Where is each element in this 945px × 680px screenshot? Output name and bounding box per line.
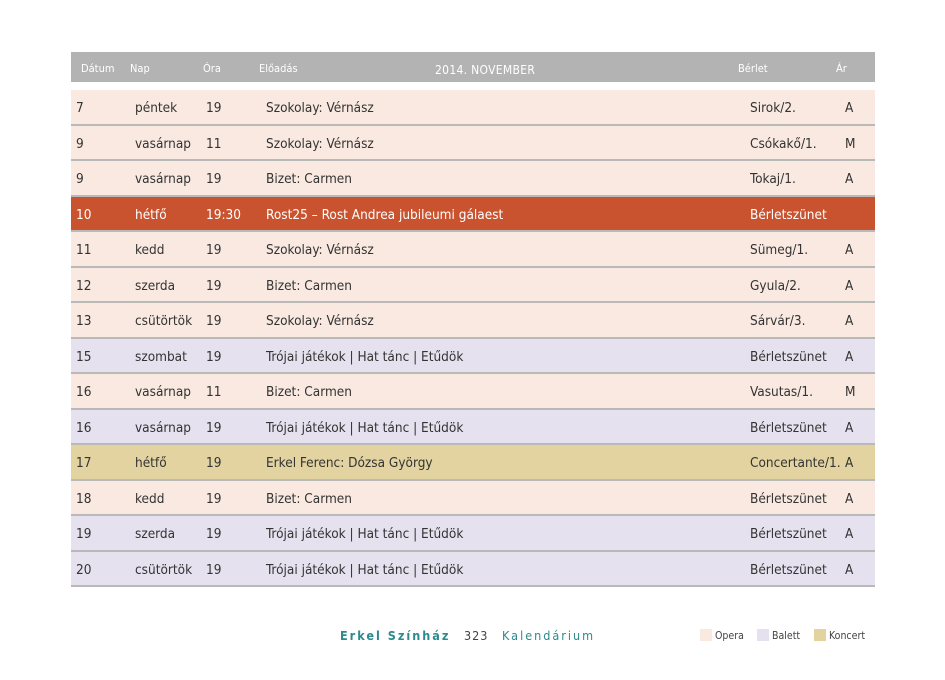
row-day: vasárnap <box>135 419 192 436</box>
row-price: A <box>845 242 854 258</box>
row-time: 19 <box>206 100 222 116</box>
row-day: vasárnap <box>135 171 192 187</box>
row-performance: Trójai játékok | Hat tánc | Etűdök <box>266 561 464 578</box>
row-pass: Tokaj/1. <box>750 171 796 187</box>
row-performance: Trójai játékok | Hat tánc | Etűdök <box>266 419 464 436</box>
row-date: 10 <box>76 206 92 223</box>
row-performance: Trójai játékok | Hat tánc | Etűdök <box>266 348 464 365</box>
row-day: kedd <box>135 490 165 507</box>
table-row <box>71 552 875 588</box>
row-time: 11 <box>206 135 222 152</box>
row-performance: Szokolay: Vérnász <box>266 135 374 152</box>
column-header-time: Óra <box>203 62 221 75</box>
table-row <box>71 339 875 375</box>
page-number: 323 <box>463 628 489 643</box>
schedule-table <box>71 90 875 587</box>
row-pass: Bérletszünet <box>750 490 827 507</box>
row-price: M <box>845 384 856 400</box>
row-price: A <box>845 100 854 116</box>
table-row <box>71 410 875 446</box>
month-title: 2014. NOVEMBER <box>435 63 536 77</box>
row-time: 19:30 <box>206 206 241 223</box>
row-time: 19 <box>206 348 222 365</box>
row-day: vasárnap <box>135 384 192 400</box>
table-row <box>71 268 875 304</box>
row-pass: Sümeg/1. <box>750 242 809 258</box>
row-date: 13 <box>76 313 92 329</box>
row-pass: Bérletszünet <box>750 561 827 578</box>
column-header-price: Ár <box>836 62 847 75</box>
row-day: szerda <box>135 277 176 294</box>
row-day: csütörtök <box>135 313 193 329</box>
column-header-date: Dátum <box>81 62 115 75</box>
legend-balett <box>757 629 800 642</box>
column-header-performance: Előadás <box>259 62 298 75</box>
row-time: 19 <box>206 313 222 329</box>
table-row <box>71 197 875 233</box>
row-day: szombat <box>135 348 187 365</box>
row-time: 19 <box>206 561 222 578</box>
row-date: 16 <box>76 419 92 436</box>
row-date: 15 <box>76 348 92 365</box>
table-row <box>71 90 875 126</box>
row-date: 16 <box>76 384 92 400</box>
row-pass: Concertante/1. <box>750 455 841 471</box>
row-time: 19 <box>206 277 222 294</box>
row-pass: Bérletszünet <box>750 348 827 365</box>
column-header-day: Nap <box>130 62 150 75</box>
table-row <box>71 374 875 410</box>
table-row <box>71 516 875 552</box>
row-performance: Bizet: Carmen <box>266 490 352 507</box>
row-day: vasárnap <box>135 135 192 152</box>
row-date: 11 <box>76 242 92 258</box>
table-row <box>71 161 875 197</box>
legend-opera-swatch <box>700 629 712 641</box>
row-date: 18 <box>76 490 92 507</box>
row-pass: Bérletszünet <box>750 419 827 436</box>
table-row <box>71 445 875 481</box>
row-performance: Szokolay: Vérnász <box>266 242 374 258</box>
row-price: A <box>845 526 854 542</box>
row-pass: Sárvár/3. <box>750 313 806 329</box>
row-price: A <box>845 313 854 329</box>
table-row <box>71 126 875 162</box>
row-pass: Gyula/2. <box>750 277 801 294</box>
row-pass: Csókakő/1. <box>750 135 817 152</box>
row-performance: Szokolay: Vérnász <box>266 313 374 329</box>
row-time: 19 <box>206 455 222 471</box>
row-day: hétfő <box>135 455 167 471</box>
row-price: A <box>845 561 854 578</box>
row-pass: Vasutas/1. <box>750 384 813 400</box>
row-time: 19 <box>206 242 222 258</box>
row-date: 7 <box>76 100 84 116</box>
legend-balett-label: Balett <box>772 630 801 642</box>
table-row <box>71 303 875 339</box>
row-day: szerda <box>135 526 176 542</box>
row-time: 19 <box>206 526 222 542</box>
row-day: csütörtök <box>135 561 193 578</box>
row-date: 20 <box>76 561 92 578</box>
row-performance: Bizet: Carmen <box>266 384 352 400</box>
legend-koncert-swatch <box>814 629 826 641</box>
row-price: A <box>845 277 854 294</box>
row-price: A <box>845 348 854 365</box>
row-performance: Erkel Ferenc: Dózsa György <box>266 455 433 471</box>
row-pass: Bérletszünet <box>750 206 827 223</box>
row-date: 9 <box>76 135 84 152</box>
page-footer <box>340 628 595 643</box>
row-performance: Rost25 – Rost Andrea jubileumi gálaest <box>266 206 504 223</box>
venue-name: Erkel Színház <box>340 628 451 643</box>
row-price: A <box>845 455 854 471</box>
table-row <box>71 481 875 517</box>
row-price: A <box>845 171 854 187</box>
column-header-pass: Bérlet <box>738 62 768 75</box>
row-price: M <box>845 135 856 152</box>
row-time: 19 <box>206 490 222 507</box>
row-day: hétfő <box>135 206 167 223</box>
row-price: A <box>845 419 854 436</box>
legend-balett-swatch <box>757 629 769 641</box>
legend-koncert <box>814 629 865 642</box>
row-time: 11 <box>206 384 222 400</box>
table-row <box>71 232 875 268</box>
row-date: 17 <box>76 455 92 471</box>
row-performance: Trójai játékok | Hat tánc | Etűdök <box>266 526 464 542</box>
row-time: 19 <box>206 419 222 436</box>
row-performance: Bizet: Carmen <box>266 171 352 187</box>
section-name: Kalendárium <box>502 628 596 643</box>
row-date: 9 <box>76 171 84 187</box>
legend-koncert-label: Koncert <box>829 630 866 642</box>
table-header <box>71 52 875 82</box>
row-time: 19 <box>206 171 222 187</box>
row-pass: Sirok/2. <box>750 100 796 116</box>
row-performance: Szokolay: Vérnász <box>266 100 374 116</box>
row-day: kedd <box>135 242 165 258</box>
row-performance: Bizet: Carmen <box>266 277 352 294</box>
legend-opera-label: Opera <box>715 630 744 642</box>
row-date: 12 <box>76 277 92 294</box>
row-price: A <box>845 490 854 507</box>
row-date: 19 <box>76 526 92 542</box>
legend-opera <box>700 629 744 642</box>
row-pass: Bérletszünet <box>750 526 827 542</box>
row-day: péntek <box>135 100 178 116</box>
